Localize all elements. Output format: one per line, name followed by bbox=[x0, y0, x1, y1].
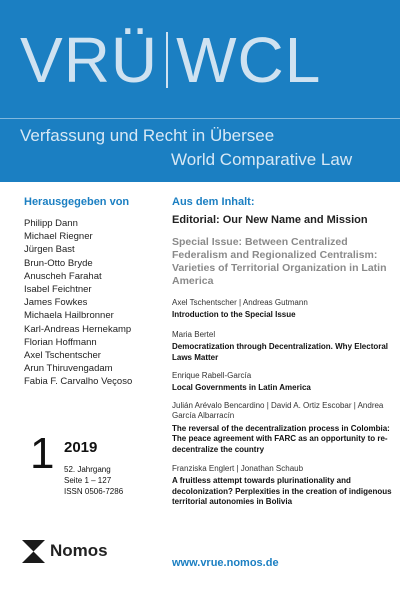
article-authors: Axel Tschentscher | Andreas Gutmann bbox=[172, 298, 308, 307]
article-title: Introduction to the Special Issue bbox=[172, 310, 296, 320]
editor-name: Jürgen Bast bbox=[24, 244, 75, 256]
article-entry bbox=[172, 330, 394, 363]
cover-header bbox=[0, 0, 400, 182]
logo-divider bbox=[166, 32, 168, 88]
editor-name: Fabia F. Carvalho Veçoso bbox=[24, 376, 133, 388]
editor-name: Brun-Otto Bryde bbox=[24, 257, 93, 269]
issue-pages: Seite 1 – 127 bbox=[64, 476, 112, 485]
editorial-title: Editorial: Our New Name and Mission bbox=[172, 214, 368, 226]
contents-heading: Aus dem Inhalt: bbox=[172, 196, 255, 208]
editors-heading: Herausgegeben von bbox=[24, 196, 130, 208]
nomos-logo-icon bbox=[22, 540, 45, 563]
logo-left-text: VRÜ bbox=[20, 24, 159, 96]
publisher-url[interactable]: www.vrue.nomos.de bbox=[172, 557, 279, 569]
article-authors: Franziska Englert | Jonathan Schaub bbox=[172, 464, 304, 473]
article-authors: Julián Arévalo Bencardino | David A. Ortiz Escobar | Andrea García Albarracín bbox=[172, 401, 384, 421]
issue-number: 1 bbox=[30, 429, 55, 478]
article-title: The reversal of the decentralization process in Colombia: The peace agreement with FARC as an opportunity to re-decentralize the country bbox=[172, 423, 390, 454]
editor-name: Karl-Andreas Hernekamp bbox=[24, 323, 132, 335]
editor-name: Isabel Feichtner bbox=[24, 284, 92, 296]
journal-logo bbox=[20, 24, 322, 96]
article-title: Local Governments in Latin America bbox=[172, 383, 311, 393]
issue-issn: ISSN 0506-7286 bbox=[64, 487, 124, 496]
editor-name: Michael Riegner bbox=[24, 231, 93, 243]
special-issue-title: Special Issue: Between Centralized Federalism and Regionalized Centralism: Varieties of Territorial Organization in Latin America bbox=[172, 236, 387, 287]
header-divider bbox=[0, 118, 400, 119]
article-title: Democratization through Decentralization. Why Electoral Laws Matter bbox=[172, 342, 389, 362]
article-title: A fruitless attempt towards plurinationality and decolonization? Perplexities in the creation of indigenous territorial autonomies in Bolivia bbox=[172, 476, 392, 507]
editor-name: Axel Tschentscher bbox=[24, 350, 101, 362]
editor-name: James Fowkes bbox=[24, 297, 88, 309]
issue-year: 2019 bbox=[64, 439, 98, 456]
subtitle-german: Verfassung und Recht in Übersee bbox=[20, 126, 275, 145]
article-entry bbox=[172, 298, 394, 321]
subtitle-english: World Comparative Law bbox=[171, 150, 353, 169]
article-entry bbox=[172, 464, 394, 508]
editor-name: Arun Thiruvengadam bbox=[24, 363, 113, 375]
publisher-name: Nomos bbox=[50, 541, 108, 560]
editor-name: Florian Hoffmann bbox=[24, 336, 97, 348]
article-entry bbox=[172, 401, 394, 455]
logo-right-text: WCL bbox=[176, 24, 322, 96]
issue-details bbox=[64, 464, 123, 497]
editor-name: Michaela Hailbronner bbox=[24, 310, 114, 322]
editor-name: Anuscheh Farahat bbox=[24, 270, 102, 282]
issue-volume: 52. Jahrgang bbox=[64, 465, 111, 474]
editors-list bbox=[24, 217, 132, 389]
article-entry bbox=[172, 371, 394, 394]
editor-name: Philipp Dann bbox=[24, 218, 78, 229]
article-authors: Maria Bertel bbox=[172, 330, 216, 339]
article-authors: Enrique Rabell-García bbox=[172, 371, 252, 380]
